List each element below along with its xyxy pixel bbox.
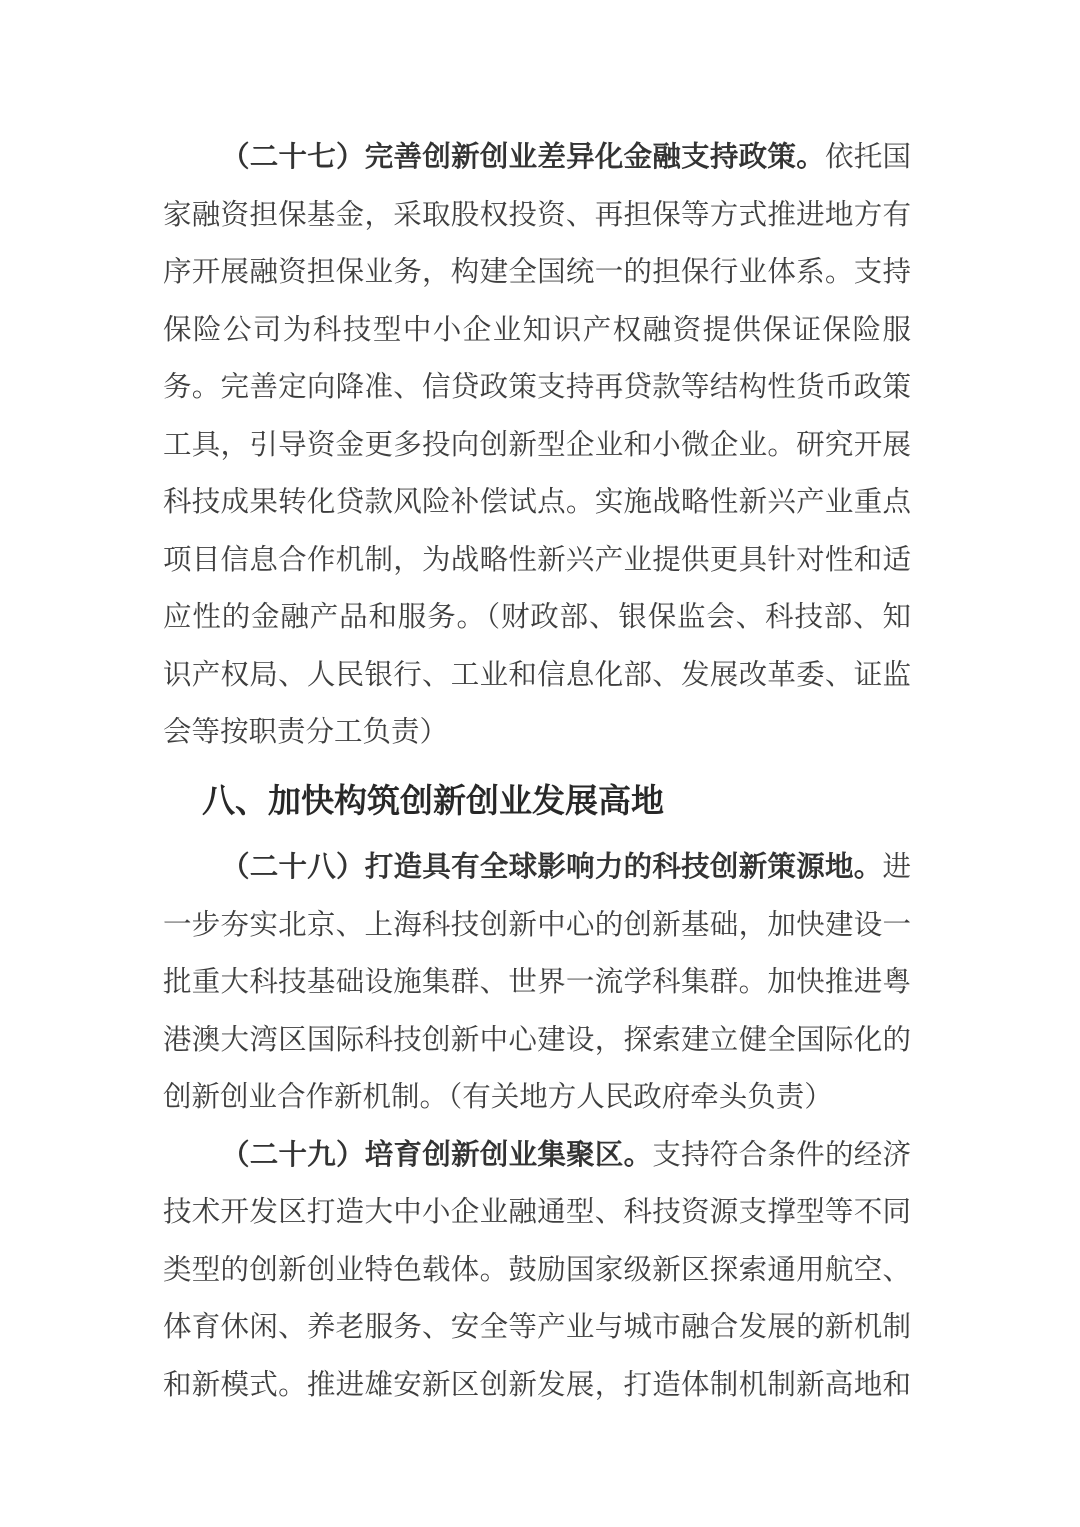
text-line: 保险公司为科技型中小企业知识产权融资提供保证保险服: [163, 314, 911, 346]
text-run: 进: [882, 852, 911, 883]
text-line: 务。完善定向降准、信贷政策支持再贷款等结构性货币政策: [163, 372, 911, 403]
text-line: [163, 1127, 911, 1185]
text-line: 体育休闲、养老服务、安全等产业与城市融合发展的新机制: [163, 1312, 911, 1343]
text-line: [163, 129, 911, 187]
paragraph-28: [163, 839, 911, 1127]
text-line: 批重大科技基础设施集群、世界一流学科集群。加快推进粤: [163, 967, 911, 998]
paragraph-29: [163, 1127, 911, 1415]
paragraph-28-lead-bold: （二十八）打造具有全球影响力的科技创新策源地。: [221, 852, 883, 883]
paragraph-27: [163, 129, 911, 762]
text-line: [163, 839, 911, 897]
text-line: 技术开发区打造大中小企业融通型、科技资源支撑型等不同: [163, 1197, 911, 1228]
text-line: 工具，引导资金更多投向创新型企业和小微企业。研究开展: [163, 429, 911, 461]
paragraph-27-lead-bold: （二十七）完善创新创业差异化金融支持政策。: [221, 142, 825, 173]
text-line: 会等按职责分工负责）: [163, 717, 449, 748]
text-line: 港澳大湾区国际科技创新中心建设，探索建立健全国际化的: [163, 1024, 911, 1056]
text-line: 科技成果转化贷款风险补偿试点。实施战略性新兴产业重点: [163, 487, 911, 518]
text-line: 应性的金融产品和服务。（财政部、银保监会、科技部、知: [163, 602, 911, 633]
section-heading: 八、加快构筑创新创业发展高地: [202, 781, 664, 819]
text-line: 类型的创新创业特色载体。鼓励国家级新区探索通用航空、: [163, 1254, 911, 1286]
text-line: 家融资担保基金，采取股权投资、再担保等方式推进地方有: [163, 199, 911, 231]
text-line: 识产权局、人民银行、工业和信息化部、发展改革委、证监: [163, 659, 911, 691]
text-line: 一步夯实北京、上海科技创新中心的创新基础，加快建设一: [163, 909, 911, 941]
text-line: 序开展融资担保业务，构建全国统一的担保行业体系。支持: [163, 257, 911, 288]
text-run: 支持符合条件的经济: [652, 1139, 911, 1171]
document-content: [163, 129, 911, 1414]
text-line: 创新创业合作新机制。（有关地方人民政府牵头负责）: [163, 1082, 833, 1113]
text-run: 依托国: [824, 142, 911, 173]
text-line: 项目信息合作机制，为战略性新兴产业提供更具针对性和适: [163, 544, 911, 576]
paragraph-29-lead-bold: （二十九）培育创新创业集聚区。: [221, 1139, 653, 1171]
text-line: 和新模式。推进雄安新区创新发展，打造体制机制新高地和: [163, 1369, 911, 1401]
